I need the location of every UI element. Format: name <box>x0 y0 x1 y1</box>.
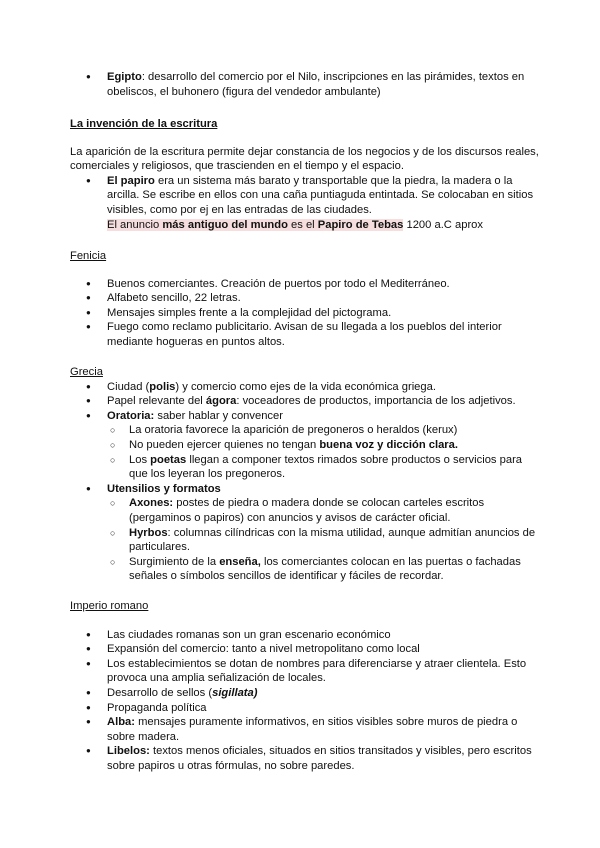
list-item: ● Egipto: desarrollo del comercio por el Nilo, inscripciones en las pirámides, textos en obeliscos, el buhonero (figura del vendedor ambulante) <box>70 70 540 99</box>
list-item: ● Expansión del comercio: tanto a nivel metropolitano como local <box>70 642 540 657</box>
list-item: ● Propaganda política <box>70 701 540 716</box>
list-item: ● Mensajes simples frente a la complejidad del pictograma. <box>70 306 540 321</box>
escritura-section <box>70 117 540 232</box>
list-item: ● Las ciudades romanas son un gran escenario económico <box>70 628 540 643</box>
list-item: ● Alfabeto sencillo, 22 letras. <box>70 291 540 306</box>
list-item: ● El papiro era un sistema más barato y transportable que la piedra, la madera o la arcilla. Se escribe en ellos con una caña puntiaguda entintada. Se colocaban en sitios visibles, como por ej en las entradas de las ciudades. El anuncio más antiguo del mundo es el Papiro de Tebas 1200 a.C aprox <box>70 174 540 232</box>
sub-list-item: ○ Axones: postes de piedra o madera donde se colocan carteles escritos (pergaminos o papiros) con anuncios y avisos de carácter oficial. <box>70 496 540 525</box>
section-heading: La invención de la escritura <box>70 118 218 130</box>
roma-section <box>70 599 540 774</box>
fenicia-section <box>70 249 540 350</box>
grecia-section <box>70 365 540 584</box>
list-item: ● Papel relevante del ágora: voceadores de productos, importancia de los adjetivos. <box>70 394 540 409</box>
list-item: ● Libelos: textos menos oficiales, situados en sitios transitados y visibles, pero escritos sobre papiros u otras fórmulas, no sobre paredes. <box>70 744 540 773</box>
list-item: ● Ciudad (polis) y comercio como ejes de la vida económica griega. <box>70 380 540 395</box>
section-heading: Imperio romano <box>70 600 149 612</box>
list-item: ● Buenos comerciantes. Creación de puertos por todo el Mediterráneo. <box>70 277 540 292</box>
paragraph: La aparición de la escritura permite dejar constancia de los negocios y de los discursos reales, comerciales y religiosos, que trascienden en el tiempo y el espacio. <box>70 145 539 173</box>
section-heading: Grecia <box>70 366 103 378</box>
sub-list-item: ○ Surgimiento de la enseña, los comerciantes colocan en las puertas o fachadas señales o símbolos sencillos de identificar y fáciles de recordar. <box>70 555 540 584</box>
list-item: ● Oratoria: saber hablar y convencer ○ La oratoria favorece la aparición de pregoneros o heraldos (kerux) ○ No pueden ejercer quienes no tengan buena voz y dicción clara. ○ Los poetas llegan a componer textos rimados sobre productos o servicios para que los leyeran los pregoneros. <box>70 409 540 482</box>
egipto-section <box>70 70 540 99</box>
list-item: ● Los establecimientos se dotan de nombres para diferenciarse y atraer clientela. Esto provoca una amplia señalización de locales. <box>70 657 540 686</box>
sub-list-item: ○ La oratoria favorece la aparición de pregoneros o heraldos (kerux) <box>70 423 540 438</box>
sub-list-item: ○ No pueden ejercer quienes no tengan buena voz y dicción clara. <box>70 438 540 453</box>
section-heading: Fenicia <box>70 250 107 262</box>
list-item: ● Alba: mensajes puramente informativos, en sitios visibles sobre muros de piedra o sobre madera. <box>70 715 540 744</box>
list-item: ● Desarrollo de sellos (sigillata) <box>70 686 540 701</box>
list-item: ● Fuego como reclamo publicitario. Avisan de su llegada a los pueblos del interior mediante hogueras en puntos altos. <box>70 320 540 349</box>
sub-list-item: ○ Hyrbos: columnas cilíndricas con la misma utilidad, aunque admitían anuncios de particulares. <box>70 526 540 555</box>
list-item: ● Utensilios y formatos ○ Axones: postes de piedra o madera donde se colocan carteles escritos (pergaminos o papiros) con anuncios y avisos de carácter oficial. ○ Hyrbos: columnas cilíndricas con la misma utilidad, aunque admitían anuncios de particulares. ○ Surgimiento de la enseña, los comerciantes colocan en las puertas o fachadas señales o símbolos sencillos de identificar y fáciles de recordar. <box>70 482 540 584</box>
sub-list-item: ○ Los poetas llegan a componer textos rimados sobre productos o servicios para que los leyeran los pregoneros. <box>70 453 540 482</box>
